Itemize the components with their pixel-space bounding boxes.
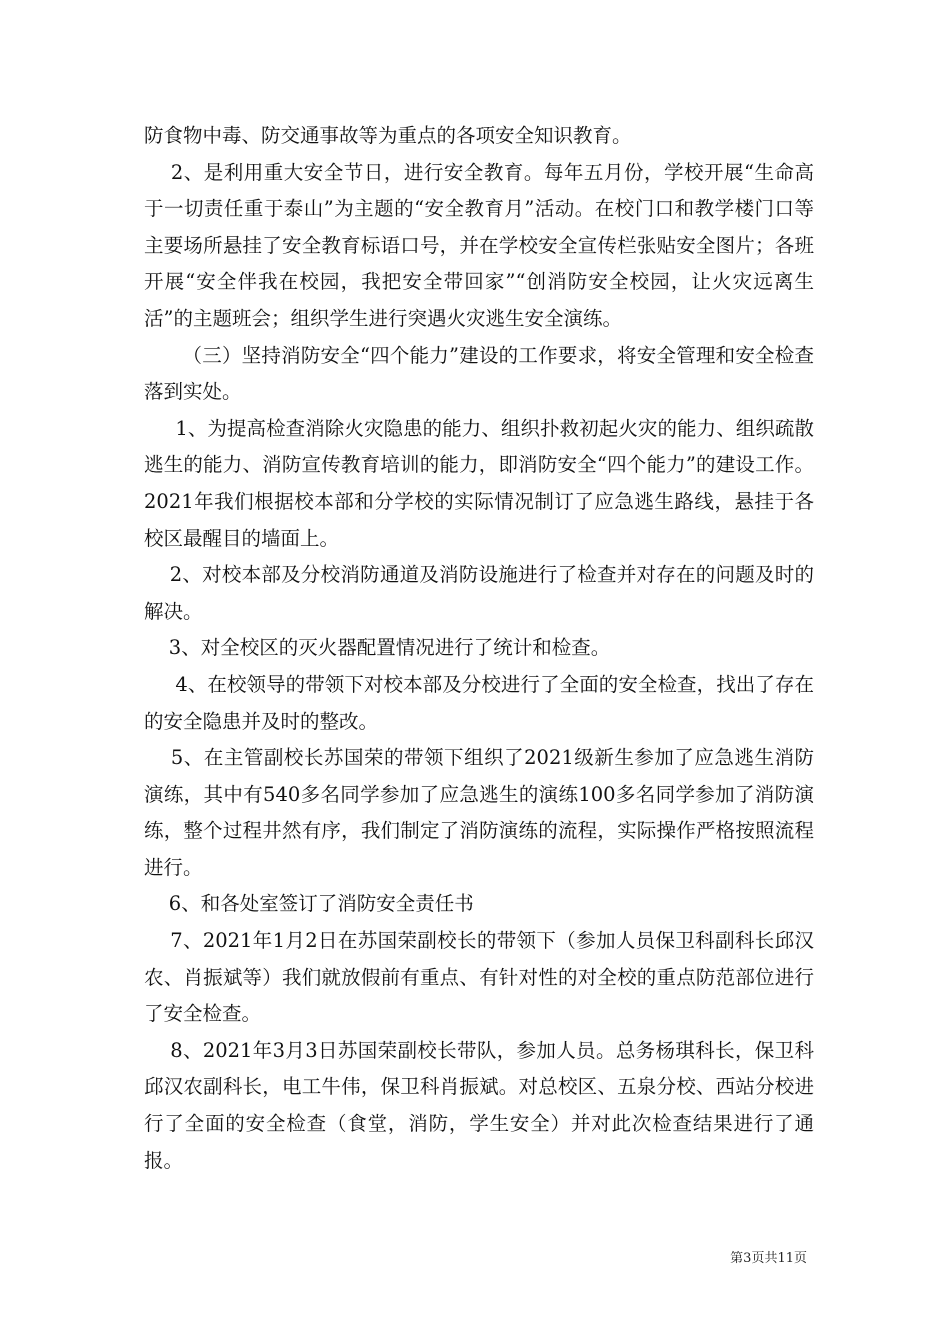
body-text xyxy=(144,118,814,1179)
paragraph: 4、在校领导的带领下对校本部及分校进行了全面的安全检查，找出了存在的安全隐患并及时的整改。 xyxy=(144,672,814,733)
paragraph: 1、为提高检查消除火灾隐患的能力、组织扑救初起火灾的能力、组织疏散逃生的能力、消防宣传教育培训的能力，即消防安全“四个能力”的建设工作。2021年我们根据校本部和分学校的实际情况制订了应急逃生路线，悬挂于各校区最醒目的墙面上。 xyxy=(144,416,814,550)
paragraph: 2、对校本部及分校消防通道及消防设施进行了检查并对存在的问题及时的解决。 xyxy=(144,563,814,623)
paragraph: 6、和各处室签订了消防安全责任书 xyxy=(144,892,474,916)
paragraph: 5、在主管副校长苏国荣的带领下组织了2021级新生参加了应急逃生消防演练，其中有540多名同学参加了应急逃生的演练100多名同学参加了消防演练，整个过程井然有序，我们制定了消防演练的流程，实际操作严格按照流程进行。 xyxy=(144,746,814,879)
paragraph: 3、对全校区的灭火器配置情况进行了统计和检查。 xyxy=(144,636,611,660)
paragraph: 2、是利用重大安全节日，进行安全教育。每年五月份，学校开展“生命高于一切责任重于泰山”为主题的“安全教育月”活动。在校门口和教学楼门口等主要场所悬挂了安全教育标语口号，并在学校安全宣传栏张贴安全图片；各班开展“安全伴我在校园，我把安全带回家”“创消防安全校园，让火灾远离生活”的主题班会；组织学生进行突遇火灾逃生安全演练。 xyxy=(144,160,814,330)
paragraph: （三）坚持消防安全“四个能力”建设的工作要求，将安全管理和安全检查落到实处。 xyxy=(144,343,814,404)
paragraph: 防食物中毒、防交通事故等为重点的各项安全知识教育。 xyxy=(144,124,632,147)
paragraph: 7、2021年1月2日在苏国荣副校长的带领下（参加人员保卫科副科长邱汉农、肖振斌等）我们就放假前有重点、有针对性的对全校的重点防范部位进行了安全检查。 xyxy=(144,929,814,1026)
paragraph: 8、2021年3月3日苏国荣副校长带队，参加人员。总务杨琪科长，保卫科邱汉农副科长，电工牛伟，保卫科肖振斌。对总校区、五泉分校、西站分校进行了全面的安全检查（食堂，消防，学生安全）并对此次检查结果进行了通报。 xyxy=(144,1038,814,1172)
page-number: 第3页共11页 xyxy=(730,1251,807,1266)
